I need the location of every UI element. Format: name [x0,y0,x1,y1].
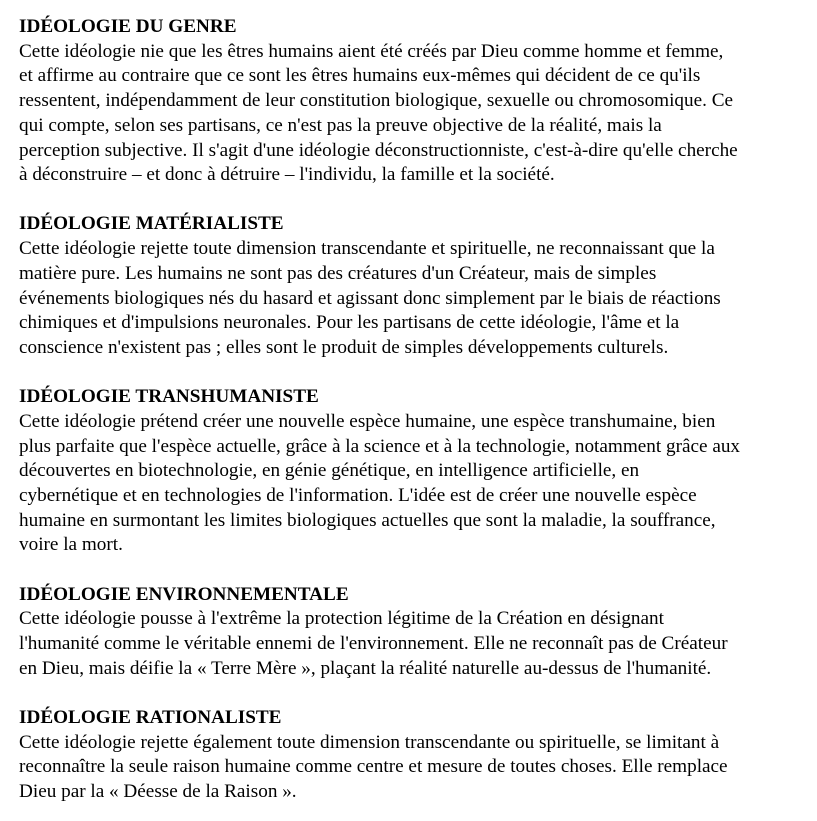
body-line: événements biologiques nés du hasard et agissant donc simplement par le biais de réactions [19,287,721,309]
section-body [19,731,799,805]
body-line: ressentent, indépendamment de leur constitution biologique, sexuelle ou chromosomique. Ce [19,90,734,112]
section-heading: IDÉOLOGIE MATÉRIALISTE [19,213,284,235]
body-line: à déconstruire – et donc à détruire – l'individu, la famille et la société. [19,164,555,186]
body-line: voire la mort. [19,534,123,556]
section-rationalist-ideology [19,706,799,805]
body-line: perception subjective. Il s'agit d'une idéologie déconstructionniste, c'est-à-dire qu'elle cherche [19,139,738,161]
body-line: matière pure. Les humains ne sont pas des créatures d'un Créateur, mais de simples [19,262,657,284]
body-line: Cette idéologie nie que les êtres humains aient été créés par Dieu comme homme et femme, [19,40,724,62]
section-heading: IDÉOLOGIE RATIONALISTE [19,706,282,728]
body-line: Cette idéologie rejette toute dimension transcendante et spirituelle, ne reconnaissant que la [19,238,715,260]
section-body [19,40,799,188]
body-line: l'humanité comme le véritable ennemi de l'environnement. Elle ne reconnaît pas de Créateur [19,632,728,654]
body-line: Cette idéologie pousse à l'extrême la protection légitime de la Création en désignant [19,608,664,630]
section-environmental-ideology [19,583,799,682]
body-line: humaine en surmontant les limites biologiques actuelles que sont la maladie, la souffrance, [19,509,716,531]
body-line: qui compte, selon ses partisans, ce n'est pas la preuve objective de la réalité, mais la [19,114,662,136]
body-line: Cette idéologie rejette également toute dimension transcendante ou spirituelle, se limitant à [19,731,720,753]
body-line: conscience n'existent pas ; elles sont le produit de simples développements culturels. [19,336,669,358]
section-gender-ideology [19,15,799,188]
section-body [19,410,799,558]
body-line: Dieu par la « Déesse de la Raison ». [19,780,297,802]
body-line: chimiques et d'impulsions neuronales. Pour les partisans de cette idéologie, l'âme et la [19,312,680,334]
section-transhumanist-ideology [19,385,799,558]
body-line: cybernétique et en technologies de l'information. L'idée est de créer une nouvelle espèce [19,484,697,506]
body-line: reconnaître la seule raison humaine comme centre et mesure de toutes choses. Elle remplace [19,756,728,778]
body-line: découvertes en biotechnologie, en génie génétique, en intelligence artificielle, en [19,460,640,482]
section-heading: IDÉOLOGIE ENVIRONNEMENTALE [19,583,349,605]
body-line: en Dieu, mais déifie la « Terre Mère », plaçant la réalité naturelle au-dessus de l'humanité. [19,657,712,679]
body-line: plus parfaite que l'espèce actuelle, grâce à la science et à la technologie, notamment grâce aux [19,435,741,457]
section-body [19,237,799,361]
body-line: Cette idéologie prétend créer une nouvelle espèce humaine, une espèce transhumaine, bien [19,410,716,432]
section-body [19,607,799,681]
body-line: et affirme au contraire que ce sont les êtres humains eux-mêmes qui décident de ce qu'ils [19,65,701,87]
section-heading: IDÉOLOGIE TRANSHUMANISTE [19,386,319,408]
section-heading: IDÉOLOGIE DU GENRE [19,16,237,37]
section-materialist-ideology [19,212,799,360]
